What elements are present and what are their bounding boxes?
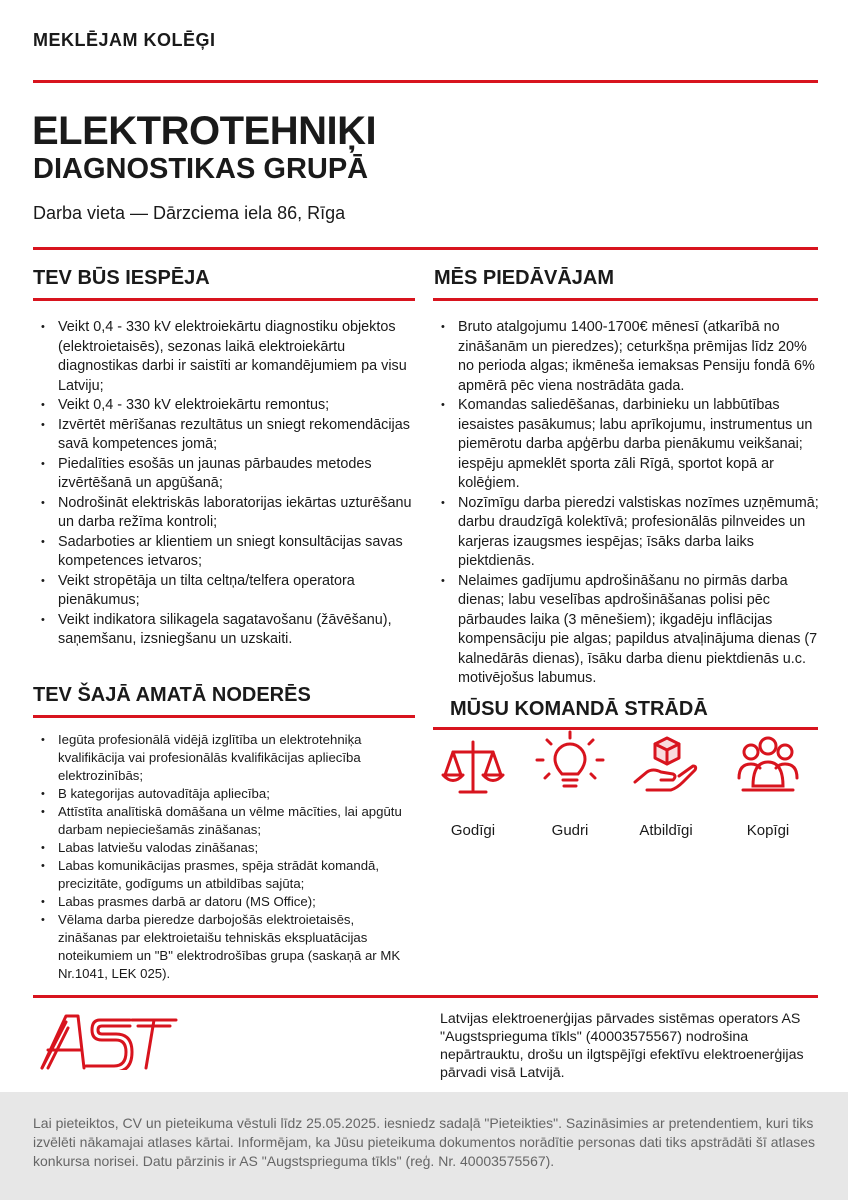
- value-smart: [525, 730, 615, 839]
- list-item: • Sadarboties ar klientiem un sniegt konsultācijas savas kompetences ietvaros;: [34, 533, 414, 572]
- section-underline: [33, 298, 415, 301]
- page-title: ELEKTROTEHNIĶI: [32, 109, 377, 153]
- value-label: Atbildīgi: [639, 822, 693, 839]
- list-item: • Veikt 0,4 - 330 kV elektroiekārtu remontus;: [34, 396, 414, 416]
- value-label: Kopīgi: [746, 822, 790, 839]
- list-item: • Nozīmīgu darba pieredzi valstiskas nozīmes uzņēmumā; darbu draudzīgā kolektīvā; profesionālās pilnveides un karjeras izaugsmes iespējas; īsāks darba laiks piektdienās.: [434, 494, 824, 572]
- value-together: [723, 730, 813, 839]
- section-underline: [33, 715, 415, 718]
- section-heading-offer: MĒS PIEDĀVĀJAM: [434, 267, 615, 289]
- list-item: • Vēlama darba pieredze darbojošās elektroietaisēs, zināšanas par elektroietaišu tehniskās ekspluatācijas noteikumiem un "B" elektrodrošības grupa (saskaņā ar MK Nr.1041, LEK 025).: [34, 911, 414, 983]
- list-item: • Komandas saliedēšanas, darbinieku un labbūtības iesaistes pasākumus; labu aprīkojumu, instrumentus un piemērotu darba apģērbu darba pienākumu veikšanai; iespēju apmeklēt sporta zāli Rīgā, sportot kopā ar kolēģiem.: [434, 396, 824, 494]
- value-honest: [428, 730, 518, 839]
- list-item: • Veikt stropētāja un tilta celtņa/telfera operatora pienākumus;: [34, 572, 414, 611]
- footer: [0, 1092, 848, 1200]
- list-item: • Labas latviešu valodas zināšanas;: [34, 839, 414, 857]
- lightbulb-icon: [525, 730, 615, 800]
- team-values: [433, 730, 823, 850]
- list-item: • Veikt indikatora silikagela sagatavošanu (žāvēšanu), saņemšanu, izsniegšanu un uzskaiti.: [34, 611, 414, 650]
- people-group-icon: [723, 730, 813, 800]
- list-item: • Iegūta profesionālā vidējā izglītība un elektrotehniķa kvalifikācija vai profesionālās kvalifikācijas apliecība elektrozinībās;: [34, 731, 414, 785]
- offer-list: [434, 318, 824, 689]
- list-item: • B kategorijas autovadītāja apliecība;: [34, 785, 414, 803]
- list-item: • Veikt 0,4 - 330 kV elektroiekārtu diagnostiku objektos (elektroietaisēs), sezonas laikā elektroiekārtu diagnostikas darbi ir saistīti ar komandējumiem pa visu Latviju;: [34, 318, 414, 396]
- section-underline: [433, 298, 818, 301]
- page-subtitle: DIAGNOSTIKAS GRUPĀ: [33, 153, 369, 185]
- list-item: • Nelaimes gadījumu apdrošināšanu no pirmās darba dienas; labu veselības apdrošināšanas polisi pēc pārbaudes laika (3 mēnešiem); ikgadēju inflācijas kompensāciju pie algas; papildus atvaļinājuma dienas (7 kalnedārās dienas), īsāku darba dienu piektdienās u.c. motivējošus labumus.: [434, 572, 824, 689]
- value-label: Gudri: [551, 822, 589, 839]
- list-item: • Attīstīta analītiskā domāšana un vēlme mācīties, lai apgūtu darbam nepieciešamās zināšanas;: [34, 803, 414, 839]
- section-heading-team: MŪSU KOMANDĀ STRĀDĀ: [450, 698, 708, 720]
- scales-icon: [428, 730, 518, 800]
- list-item: • Nodrošināt elektriskās laboratorijas iekārtas uzturēšanu un darba režīma kontroli;: [34, 494, 414, 533]
- hand-with-box-icon: [621, 730, 711, 800]
- list-item: • Labas prasmes darbā ar datoru (MS Office);: [34, 893, 414, 911]
- value-responsible: [621, 730, 711, 839]
- list-item: • Bruto atalgojumu 1400-1700€ mēnesī (atkarībā no zināšanām un pieredzes); ceturkšņa prēmijas līdz 20% no perioda algas; ikmēneša iemaksas Pensiju fondā 6% apmērā pēc viena nostrādāta gada.: [434, 318, 824, 396]
- list-item: • Izvērtēt mērīšanas rezultātus un sniegt rekomendācijas savā kompetences jomā;: [34, 416, 414, 455]
- footer-text: Lai pieteiktos, CV un pieteikuma vēstuli līdz 25.05.2025. iesniedz sadaļā "Pieteikties". Sazināsimies ar pretendentiem, kuri tiks izvēlēti nākamajai atlases kārtai. Informējam, ka Jūsu pieteikuma dokumentos norādītie personas dati tiks apstrādāti šī atlases konkursa norisei. Datu pārzinis ir AS "Augstsprieguma tīkls" (reģ. Nr. 40003575567).: [33, 1115, 816, 1169]
- list-item: • Labas komunikācijas prasmes, spēja strādāt komandā, precizitāte, godīgums un atbildības sajūta;: [34, 857, 414, 893]
- divider: [33, 80, 818, 83]
- divider: [33, 995, 818, 998]
- company-description: Latvijas elektroenerģijas pārvades sistēmas operators AS "Augstsprieguma tīkls" (40003575567) nodrošina nepārtrauktu, drošu un ilgtspējīgi efektīvu elektroenerģijas pārvadi visā Latvijā.: [440, 1011, 804, 1081]
- value-label: Godīgi: [450, 822, 496, 839]
- divider: [33, 247, 818, 250]
- ast-logo: [38, 1012, 178, 1075]
- list-item: • Piedalīties esošās un jaunas pārbaudes metodes izvērtēšanā un apgūšanā;: [34, 455, 414, 494]
- requirements-list: [34, 731, 414, 983]
- section-heading-opportunities: TEV BŪS IESPĒJA: [33, 267, 210, 289]
- work-location: Darba vieta — Dārzciema iela 86, Rīga: [33, 203, 346, 223]
- kicker-text: MEKLĒJAM KOLĒĢI: [33, 30, 216, 50]
- opportunities-list: [34, 318, 414, 650]
- section-heading-requirements: TEV ŠAJĀ AMATĀ NODERĒS: [33, 684, 311, 706]
